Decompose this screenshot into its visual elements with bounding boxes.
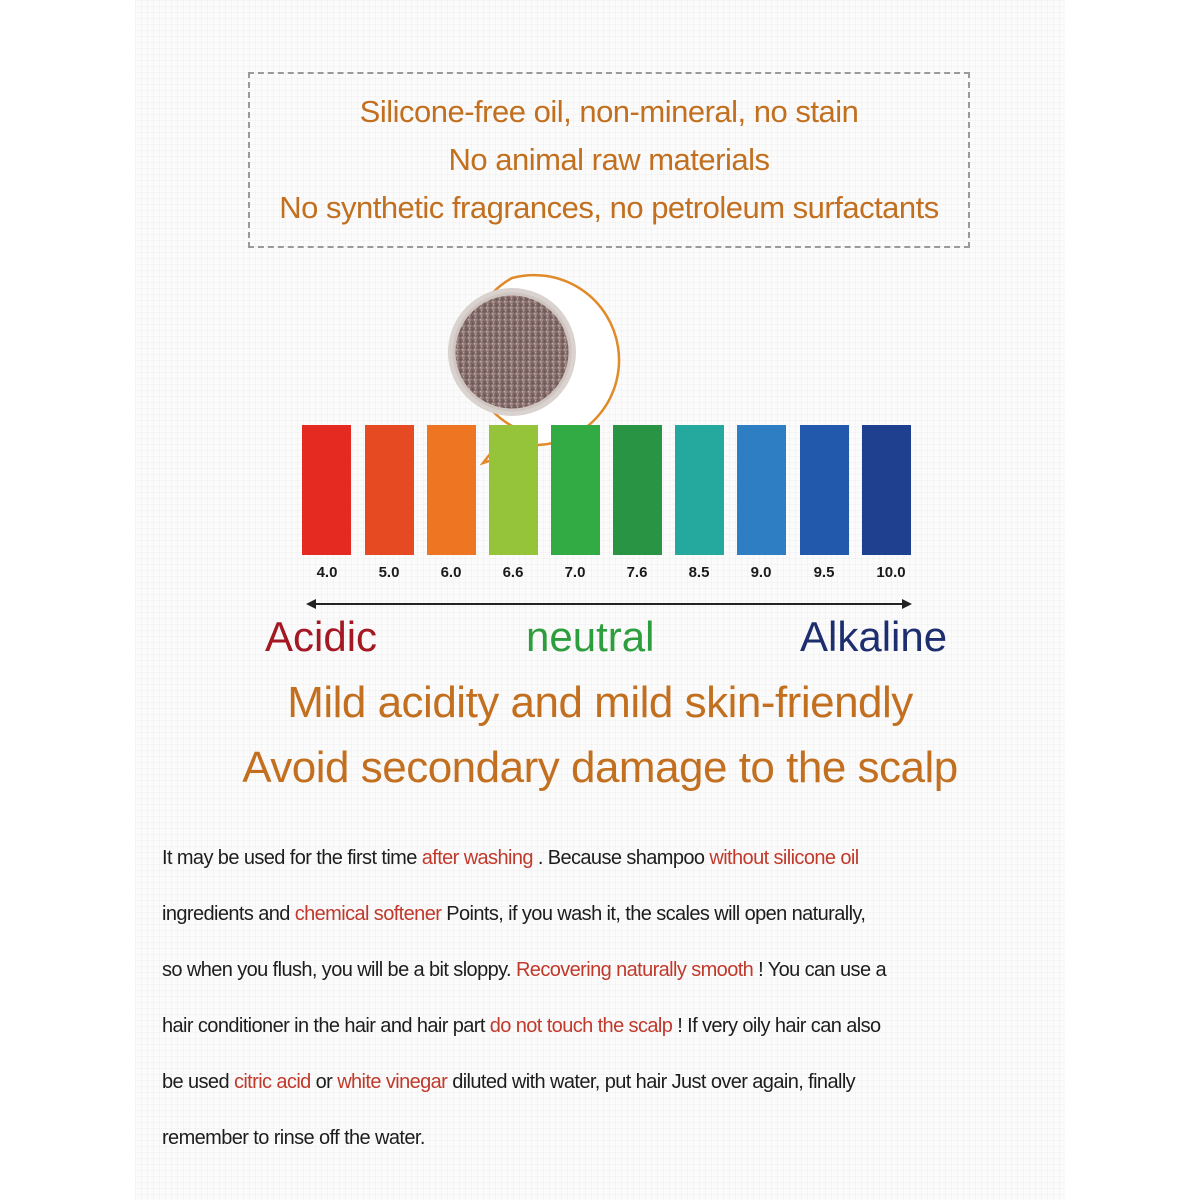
- ph-tick-label: 5.0: [378, 564, 400, 581]
- ph-bar: [613, 425, 662, 555]
- ph-tick-label: 6.0: [440, 564, 462, 581]
- ph-tick-label: 9.5: [813, 564, 835, 581]
- ph-tick-label: 7.0: [564, 564, 586, 581]
- paragraph-text: be used: [162, 1071, 234, 1093]
- ph-tick-label: 4.0: [316, 564, 338, 581]
- ph-tick-label: 6.6: [502, 564, 524, 581]
- claim-no-animal: No animal raw materials: [448, 142, 770, 177]
- double-arrow-icon: [306, 594, 912, 614]
- paragraph-line: [162, 946, 1002, 1002]
- ph-bar: [862, 425, 911, 555]
- ph-bar: [302, 425, 351, 555]
- highlighted-phrase: after washing: [421, 847, 533, 869]
- paragraph-text: diluted with water, put hair Just over again, finally: [447, 1071, 856, 1093]
- paragraph-text: remember to rinse off the water.: [162, 1127, 425, 1149]
- ph-bar: [800, 425, 849, 555]
- headline-avoid-damage: Avoid secondary damage to the scalp: [242, 743, 958, 792]
- ph-tick-label: 7.6: [626, 564, 648, 581]
- paragraph-text: ! You can use a: [753, 959, 886, 981]
- ph-bar: [551, 425, 600, 555]
- ph-tick-label: 9.0: [750, 564, 772, 581]
- ph-bar: [675, 425, 724, 555]
- claim-no-synthetic: No synthetic fragrances, no petroleum surfactants: [279, 190, 939, 225]
- paragraph-line: [162, 1002, 1002, 1058]
- claim-silicone-free: Silicone-free oil, non-mineral, no stain: [359, 94, 859, 129]
- paragraph-line: [162, 834, 1002, 890]
- paragraph-text: . Because shampoo: [532, 847, 710, 869]
- alkaline-label: Alkaline: [800, 613, 948, 660]
- paragraph-line: [162, 1114, 1002, 1170]
- ph-bar: [365, 425, 414, 555]
- highlighted-phrase: without silicone oil: [709, 847, 859, 869]
- paragraph-line: [162, 1058, 1002, 1114]
- paragraph-text: ingredients and: [162, 903, 295, 925]
- highlighted-phrase: do not touch the scalp: [489, 1015, 673, 1037]
- product-claims-box: [248, 72, 970, 248]
- highlighted-phrase: Recovering naturally smooth: [515, 959, 754, 981]
- paragraph-line: [162, 890, 1002, 946]
- usage-paragraph: [162, 834, 1002, 1170]
- highlighted-phrase: chemical softener: [294, 903, 442, 925]
- product-sample-bubble: [425, 276, 599, 450]
- paragraph-text: or: [310, 1071, 338, 1093]
- neutral-label: neutral: [526, 613, 655, 660]
- ph-bar: [489, 425, 538, 555]
- highlighted-phrase: white vinegar: [337, 1071, 448, 1093]
- ph-tick-label: 10.0: [876, 564, 906, 581]
- ph-tick-label: 8.5: [688, 564, 710, 581]
- paragraph-text: hair conditioner in the hair and hair part: [162, 1015, 490, 1037]
- ph-bar: [427, 425, 476, 555]
- paragraph-text: so when you flush, you will be a bit sloppy.: [162, 959, 516, 981]
- acidic-label: Acidic: [265, 613, 378, 660]
- headline-mild-acidity: Mild acidity and mild skin-friendly: [287, 678, 913, 727]
- paragraph-text: It may be used for the first time: [162, 847, 422, 869]
- highlighted-phrase: citric acid: [233, 1071, 311, 1093]
- paragraph-text: ! If very oily hair can also: [672, 1015, 881, 1037]
- paragraph-text: Points, if you wash it, the scales will open naturally,: [441, 903, 866, 925]
- ph-bar: [737, 425, 786, 555]
